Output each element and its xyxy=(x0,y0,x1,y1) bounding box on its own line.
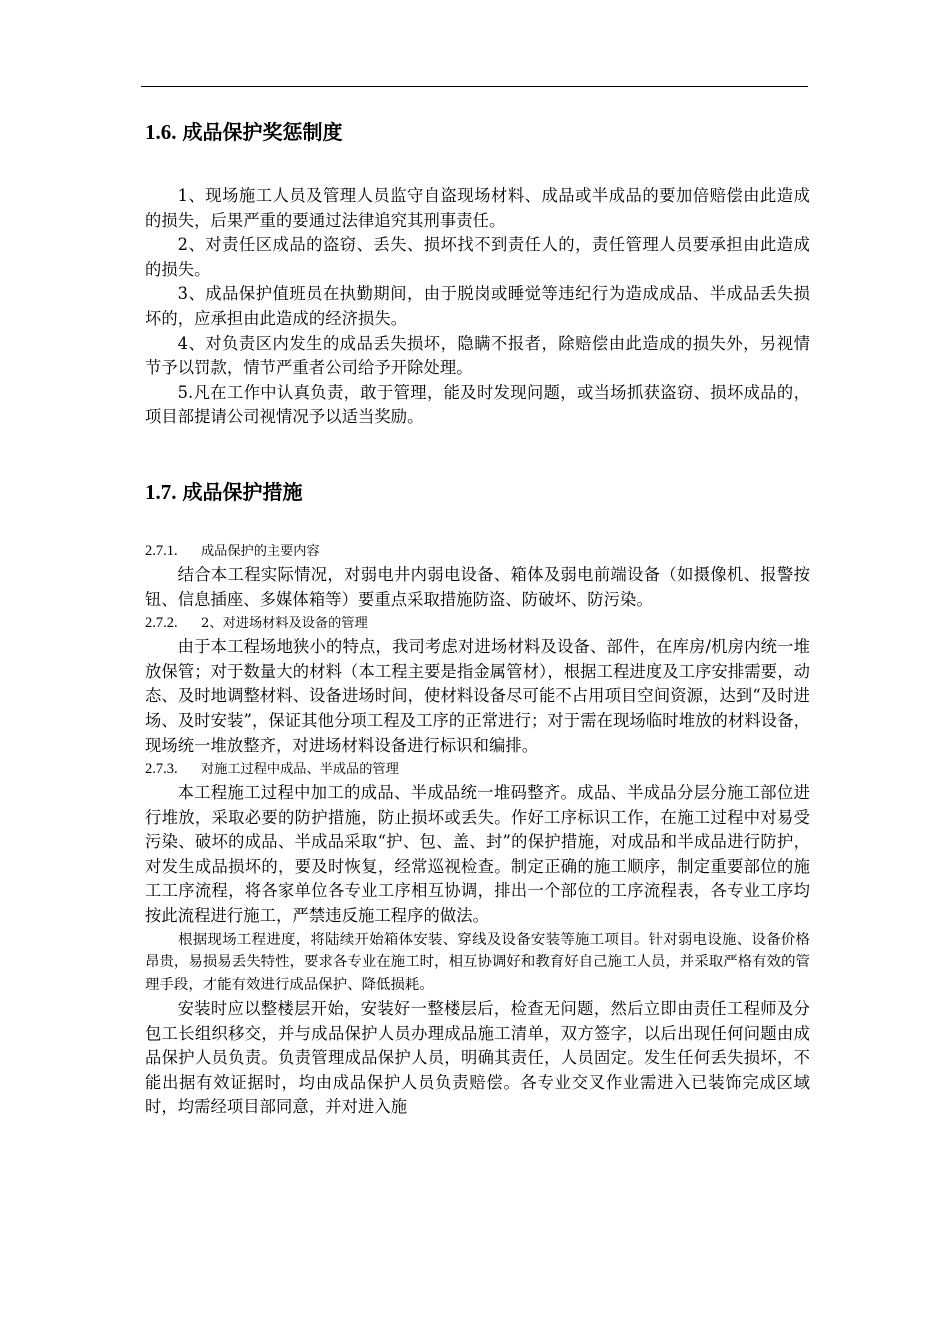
subsection-number: 2.7.3. xyxy=(145,761,178,778)
subsection-heading-2-7-1 xyxy=(145,540,810,563)
subsection-number: 2.7.1. xyxy=(145,542,178,559)
paragraph: 2、对责任区成品的盗窃、丢失、损坏找不到责任人的，责任管理人员要承担由此造成的损失。 xyxy=(145,235,810,279)
section-heading-1-7 xyxy=(145,472,810,512)
paragraph: 5.凡在工作中认真负责，敢于管理，能及时发现问题，或当场抓获盗窃、损坏成品的，项目部提请公司视情况予以适当奖励。 xyxy=(145,382,810,427)
paragraph: 本工程施工过程中加工的成品、半成品统一堆码整齐。成品、半成品分层分施工部位进行堆放，采取必要的防护措施，防止损坏或丢失。作好工序标识工作，在施工过程中对易受污染、破坏的成品、半成品采取“护、包、盖、封”的保护措施，对成品和半成品进行防护，对发生成品损坏的，要及时恢复，经常巡视检查。制定正确的施工顺序，制定重要部位的施工工序流程，将各家单位各专业工序相互协调，排出一个部位的工序流程表，各专业工序均按此流程进行施工，严禁违反施工程序的做法。 xyxy=(145,783,810,926)
paragraph: 3、成品保护值班员在执勤期间，由于脱岗或睡觉等违纪行为造成成品、半成品丢失损坏的，应承担由此造成的经济损失。 xyxy=(145,284,810,328)
paragraph: 安装时应以整楼层开始，安装好一整楼层后，检查无问题，然后立即由责任工程师及分包工长组织移交，并与成品保护人员办理成品施工清单，双方签字，以后出现任何问题由成品保护人员负责。负责管理成品保护人员，明确其责任，人员固定。发生任何丢失损坏，不能出据有效证据时，均由成品保护人员负责赔偿。各专业交叉作业需进入已装饰完成区域时，均需经项目部同意，并对进入施 xyxy=(145,999,810,1117)
section-number: 1.7. xyxy=(145,479,177,504)
subsection-title: 对施工过程中成品、半成品的管理 xyxy=(201,762,399,778)
paragraph: 1、现场施工人员及管理人员监守自盗现场材料、成品或半成品的要加倍赔偿由此造成的损失，后果严重的要通过法律追究其刑事责任。 xyxy=(145,186,810,230)
subsection-heading-2-7-2 xyxy=(145,612,810,635)
subsection-title: 成品保护的主要内容 xyxy=(201,543,320,559)
paragraph-small: 根据现场工程进度，将陆续开始箱体安装、穿线及设备安装等施工项目。针对弱电设施、设备价格昂贵，易损易丢失特性，要求各专业在施工时，相互协调好和教育好自己施工人员，并采取严格有效的管理手段，才能有效进行成品保护、降低损耗。 xyxy=(145,931,810,994)
section-heading-1-6 xyxy=(145,112,810,152)
paragraph: 由于本工程场地狭小的特点，我司考虑对进场材料及设备、部件，在库房/机房内统一堆放保管；对于数量大的材料（本工程主要是指金属管材），根据工程进度及工序安排需要，动态、及时地调整材料、设备进场时间，使材料设备尽可能不占用项目空间资源，达到“及时进场、及时安装”，保证其他分项工程及工序的正常进行；对于需在现场临时堆放的材料设备，现场统一堆放整齐，对进场材料设备进行标识和编排。 xyxy=(145,637,810,755)
subsection-heading-2-7-3 xyxy=(145,758,810,781)
paragraph: 4、对负责区内发生的成品丢失损坏，隐瞒不报者，除赔偿由此造成的损失外，另视情节予以罚款，情节严重者公司给予开除处理。 xyxy=(145,333,810,378)
section-title: 成品保护措施 xyxy=(182,479,303,504)
header-rule xyxy=(141,86,808,87)
paragraph: 结合本工程实际情况，对弱电井内弱电设备、箱体及弱电前端设备（如摄像机、报警按钮、信息插座、多媒体箱等）要重点采取措施防盗、防破坏、防污染。 xyxy=(145,564,810,609)
subsection-title: 2、对进场材料及设备的管理 xyxy=(201,616,368,632)
page-content xyxy=(145,112,810,1120)
subsection-number: 2.7.2. xyxy=(145,615,178,632)
section-title: 成品保护奖惩制度 xyxy=(182,120,343,144)
section-number: 1.6. xyxy=(145,120,177,144)
